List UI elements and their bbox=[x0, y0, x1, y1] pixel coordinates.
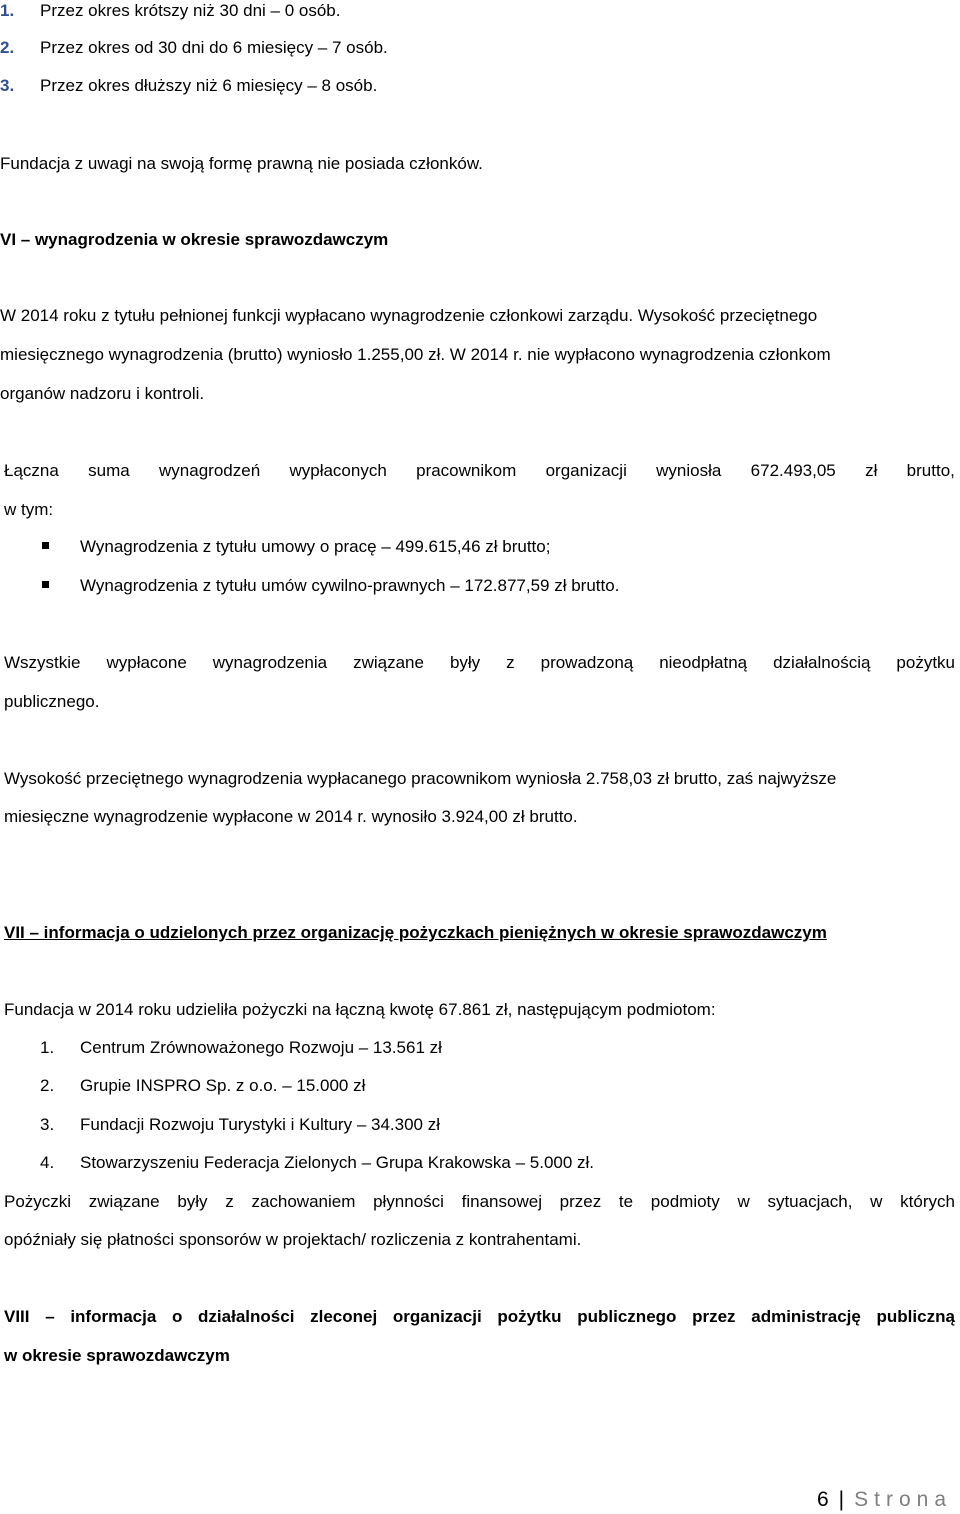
list-text: Centrum Zrównoważonego Rozwoju – 13.561 zł bbox=[80, 1038, 442, 1057]
list-item bbox=[0, 0, 340, 22]
list-number: 2. bbox=[40, 1076, 55, 1095]
word: o bbox=[171, 1307, 183, 1326]
word: pożytku bbox=[896, 653, 955, 672]
list-number: 2. bbox=[0, 38, 15, 57]
para2-justified-line bbox=[4, 460, 955, 482]
word: były bbox=[177, 1192, 208, 1211]
list-text: Przez okres krótszy niż 30 dni – 0 osób. bbox=[40, 1, 341, 20]
word: były bbox=[449, 653, 481, 672]
list-text: Grupie INSPRO Sp. z o.o. – 15.000 zł bbox=[80, 1076, 366, 1095]
list-item bbox=[0, 37, 388, 59]
para1-line3: organów nadzoru i kontroli. bbox=[0, 384, 205, 403]
word: z bbox=[506, 653, 515, 672]
list-item bbox=[0, 75, 377, 97]
word: – bbox=[45, 1307, 55, 1326]
word: wypłacone bbox=[106, 653, 187, 672]
word: informacja bbox=[70, 1307, 157, 1326]
word: płynności bbox=[373, 1192, 444, 1211]
bullet-square-icon bbox=[42, 581, 49, 588]
word: te bbox=[618, 1192, 634, 1211]
word: w bbox=[737, 1192, 750, 1211]
list-number: 1. bbox=[40, 1038, 55, 1057]
list-item bbox=[40, 1037, 442, 1059]
word: brutto, bbox=[906, 461, 955, 480]
members-note: Fundacja z uwagi na swoją formę prawną nie posiada członków. bbox=[0, 154, 483, 173]
word: 672.493,05 bbox=[750, 461, 836, 480]
word: w bbox=[870, 1192, 883, 1211]
list-number: 3. bbox=[0, 76, 15, 95]
list-text: Stowarzyszeniu Federacja Zielonych – Grupa Krakowska – 5.000 zł. bbox=[80, 1153, 595, 1172]
section-vii-heading: VII – informacja o udzielonych przez organizację pożyczkach pieniężnych w okresie sprawozdawczym bbox=[4, 923, 827, 942]
para3-justified-line bbox=[4, 652, 955, 674]
word: Łączna bbox=[4, 461, 59, 480]
word: działalności bbox=[198, 1307, 295, 1326]
word: zleconej bbox=[310, 1307, 378, 1326]
section-vi-heading: VI – wynagrodzenia w okresie sprawozdawczym bbox=[0, 230, 389, 249]
footer-separator: | bbox=[838, 1488, 845, 1511]
loans-note-tail: opóźniały się płatności sponsorów w projektach/ rozliczenia z kontrahentami. bbox=[4, 1230, 582, 1249]
para4-line2: miesięczne wynagrodzenie wypłacone w 2014 r. wynosiło 3.924,00 zł brutto. bbox=[4, 807, 578, 826]
word: organizacji bbox=[545, 461, 627, 480]
list-number: 4. bbox=[40, 1153, 55, 1172]
page-number: 6 bbox=[816, 1488, 829, 1511]
list-item bbox=[40, 1152, 594, 1174]
word: pożytku bbox=[497, 1307, 562, 1326]
word: związane bbox=[88, 1192, 160, 1211]
list-text: Fundacji Rozwoju Turystyki i Kultury – 34.300 zł bbox=[80, 1115, 440, 1134]
list-text: Przez okres dłuższy niż 6 miesięcy – 8 osób. bbox=[40, 76, 378, 95]
word: podmioty bbox=[650, 1192, 720, 1211]
para3-tail: publicznego. bbox=[4, 692, 100, 711]
section-viii-heading-tail: w okresie sprawozdawczym bbox=[4, 1346, 230, 1365]
word: przez bbox=[559, 1192, 602, 1211]
bullet-text: Wynagrodzenia z tytułu umowy o pracę – 499.615,46 zł brutto; bbox=[80, 537, 551, 556]
bullet-square-icon bbox=[42, 542, 49, 549]
list-text: Przez okres od 30 dni do 6 miesięcy – 7 osób. bbox=[40, 38, 388, 57]
list-item bbox=[40, 1075, 365, 1097]
word: związane bbox=[353, 653, 424, 672]
para2-tail: w tym: bbox=[4, 500, 54, 519]
word: wypłaconych bbox=[289, 461, 387, 480]
word: organizacji bbox=[392, 1307, 482, 1326]
word: pracownikom bbox=[416, 461, 517, 480]
word: administrację bbox=[751, 1307, 861, 1326]
word: VIII bbox=[4, 1307, 30, 1326]
word: których bbox=[900, 1192, 955, 1211]
word: działalnością bbox=[773, 653, 871, 672]
word: wyniosła bbox=[656, 461, 722, 480]
word: zachowaniem bbox=[251, 1192, 356, 1211]
list-item bbox=[40, 1114, 440, 1136]
word: suma bbox=[88, 461, 130, 480]
para4-line1: Wysokość przeciętnego wynagrodzenia wypłacanego pracownikom wyniosła 2.758,03 zł brutto, zaś najwyższe bbox=[4, 769, 837, 788]
word: wynagrodzenia bbox=[212, 653, 328, 672]
word: prowadzoną bbox=[540, 653, 634, 672]
word: z bbox=[225, 1192, 234, 1211]
word: przez bbox=[692, 1307, 736, 1326]
list-number: 3. bbox=[40, 1115, 55, 1134]
page-label: Strona bbox=[854, 1488, 952, 1511]
loans-note-justified-line bbox=[4, 1191, 955, 1213]
word: wynagrodzeń bbox=[159, 461, 261, 480]
word: Wszystkie bbox=[4, 653, 81, 672]
word: publiczną bbox=[876, 1307, 955, 1326]
word: Pożyczki bbox=[4, 1192, 72, 1211]
section-viii-heading-line bbox=[4, 1306, 955, 1328]
para1-line2: miesięcznego wynagrodzenia (brutto) wyniosło 1.255,00 zł. W 2014 r. nie wypłacono wynagrodzenia członkom bbox=[0, 345, 831, 364]
page-footer bbox=[817, 1486, 952, 1514]
loans-intro: Fundacja w 2014 roku udzieliła pożyczki na łączną kwotę 67.861 zł, następującym podmiotom: bbox=[4, 1000, 716, 1019]
word: nieodpłatną bbox=[659, 653, 748, 672]
word: finansowej bbox=[461, 1192, 542, 1211]
bullet-text: Wynagrodzenia z tytułu umów cywilno-prawnych – 172.877,59 zł brutto. bbox=[80, 576, 620, 595]
word: zł bbox=[865, 461, 878, 480]
word: publicznego bbox=[577, 1307, 677, 1326]
word: sytuacjach, bbox=[767, 1192, 853, 1211]
para1-line1: W 2014 roku z tytułu pełnionej funkcji wypłacano wynagrodzenie członkowi zarządu. Wysokość przeciętnego bbox=[0, 306, 818, 325]
list-number: 1. bbox=[0, 1, 15, 20]
